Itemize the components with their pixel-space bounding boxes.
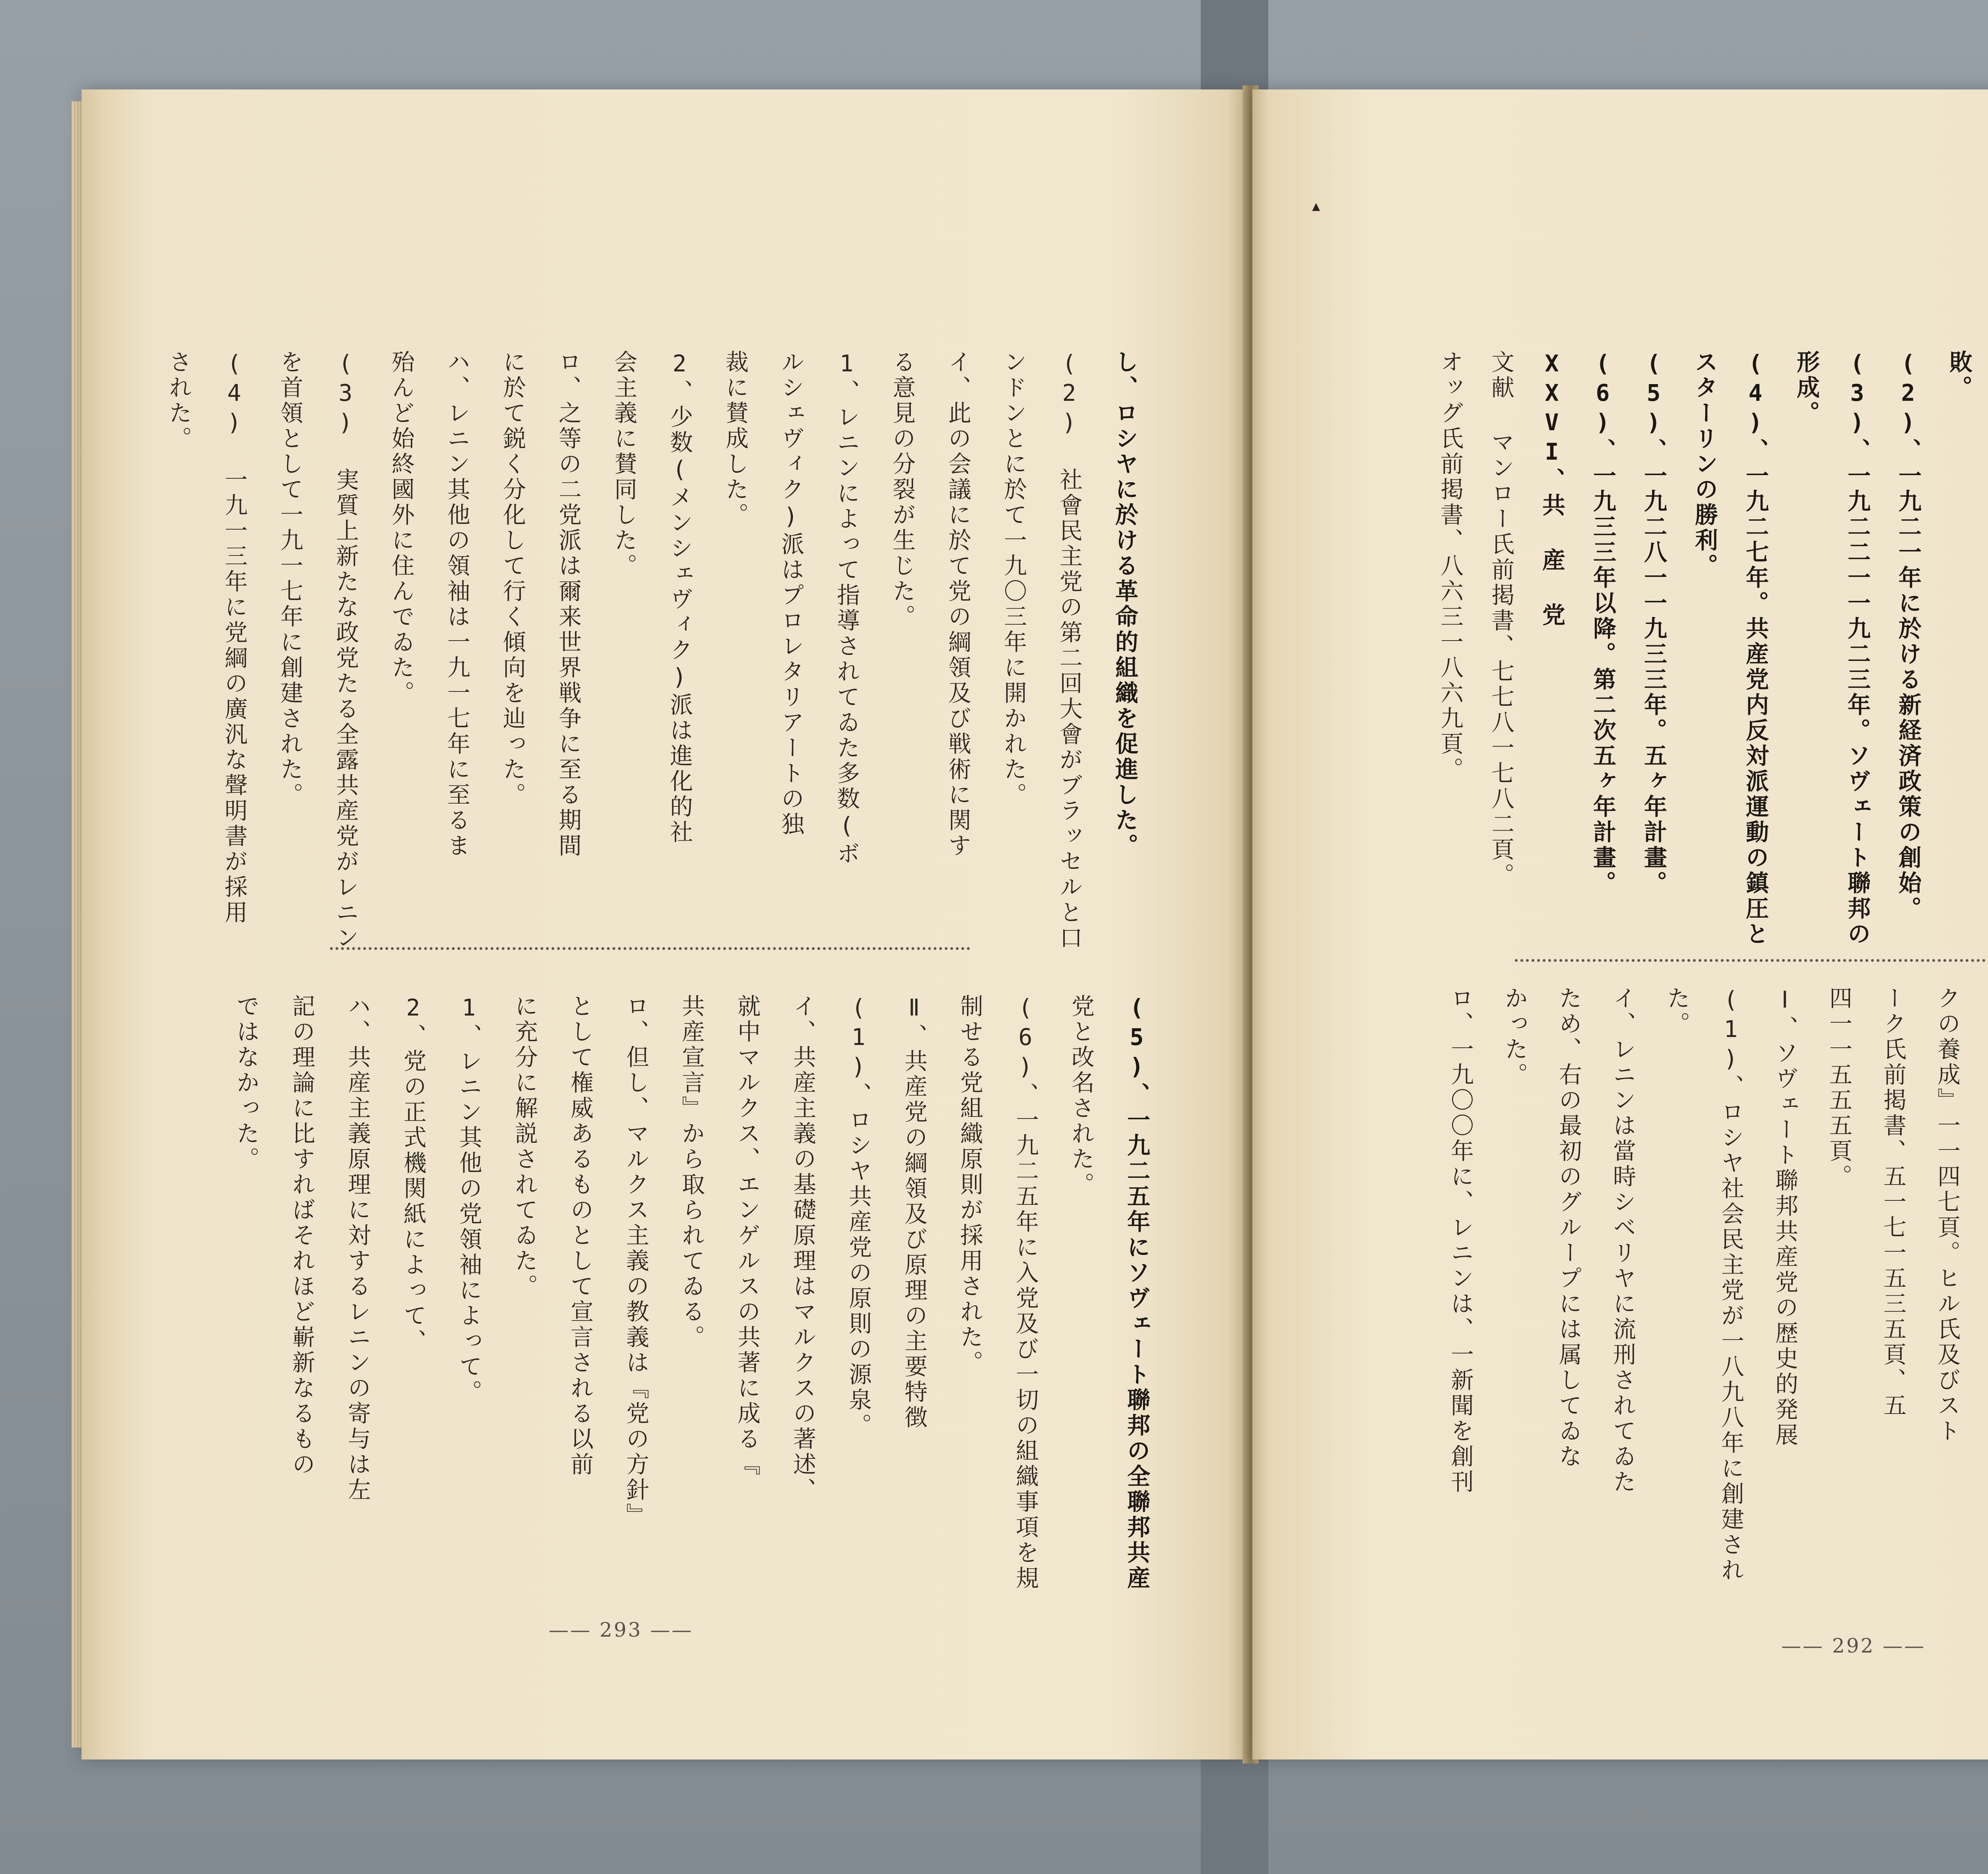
left-upper-line: を首領として一九一七年に創建された。 bbox=[276, 350, 303, 808]
left-lower-line: ではなかった。 bbox=[233, 994, 260, 1172]
left-upper-line: 1、レニンによって指導されてゐた多数(ボ bbox=[833, 350, 860, 867]
right-upper-line: オッグ氏前掲書、八六三一八六九頁。 bbox=[1437, 350, 1464, 783]
right-lower-line: イ、レニンは當時シベリヤに流刑されてゐた bbox=[1609, 986, 1636, 1495]
right-lower-line: かった。 bbox=[1501, 986, 1528, 1088]
left-lower-line: 記の理論に比すればそれほど嶄新なるもの bbox=[288, 994, 315, 1478]
left-upper-line: ハ、レニン其他の領袖は一九一七年に至るま bbox=[443, 350, 470, 859]
right-lower-line: ため、右の最初のグループには属してゐな bbox=[1555, 986, 1582, 1470]
right-lower-line: クの養成』一一四七頁。ヒル氏及びスト bbox=[1934, 986, 1961, 1444]
right-upper-line: 形成。 bbox=[1793, 350, 1820, 426]
left-lower-line: に充分に解説されてゐた。 bbox=[511, 994, 538, 1299]
left-upper-line: (2) 社會民主党の第二回大會がブラッセルと口 bbox=[1056, 350, 1083, 951]
right-lower-line: ーク氏前掲書、五一七一五三五頁、五 bbox=[1879, 986, 1906, 1419]
left-lower-line: ハ、共産主義原理に対するレニンの寄与は左 bbox=[344, 994, 371, 1503]
left-lower-line: 制せる党組織原則が採用された。 bbox=[956, 994, 983, 1376]
left-upper-line: る意見の分裂が生じた。 bbox=[889, 350, 916, 630]
right-lower-line: (1)、ロシヤ社会民主党が一八九八年に創建され bbox=[1717, 986, 1744, 1583]
left-lower-line: Ⅱ、共産党の綱領及び原理の主要特徴 bbox=[901, 994, 928, 1431]
right-upper-line: (3)、一九二二一一九二三年。ソヴェート聯邦の bbox=[1844, 350, 1871, 947]
left-upper-line: ンドンとに於て一九〇三年に開かれた。 bbox=[1000, 350, 1027, 808]
left-upper-line: 会主義に賛同した。 bbox=[610, 350, 637, 579]
left-lower-line: 1、レニン其他の党領袖によって。 bbox=[455, 994, 482, 1405]
left-lower-line: ロ、但し、マルクス主義の教義は『党の方針』 bbox=[622, 994, 649, 1528]
right-upper-line: 敗。 bbox=[1945, 350, 1972, 401]
left-lower-line: (1)、ロシヤ共産党の原則の源泉。 bbox=[845, 994, 872, 1439]
right-upper-line: 文献 マンロー氏前掲書、七七八一七八二頁。 bbox=[1487, 350, 1514, 888]
right-upper-line: (5)、一九二八一一九三三年。五ヶ年計畫。 bbox=[1640, 350, 1667, 896]
right-lower-line: Ⅰ、ソヴェート聯邦共産党の歴史的発展 bbox=[1771, 986, 1798, 1448]
right-upper-line: スターリンの勝利。 bbox=[1691, 350, 1718, 579]
left-upper-line: 2、少数(メンシェヴィク)派は進化的社 bbox=[666, 350, 693, 845]
left-lower-line: として権威あるものとして宣言される以前 bbox=[567, 994, 594, 1478]
right-lower-line: 四一一五五五頁。 bbox=[1825, 986, 1852, 1190]
left-lower-line: 2、党の正式機関紙によって、 bbox=[400, 994, 427, 1354]
right-page-number: —— 292 —— bbox=[1781, 1634, 1926, 1657]
left-lower-line: イ、共産主義の基礎原理はマルクスの著述、 bbox=[789, 994, 816, 1503]
right-upper-line: (2)、一九二一年に於ける新経済政策の創始。 bbox=[1895, 350, 1922, 922]
left-upper-line: された。 bbox=[165, 350, 192, 452]
left-lower-line: 共産宣言』から取られてゐる。 bbox=[678, 994, 705, 1350]
left-page-number: —— 293 —— bbox=[549, 1618, 693, 1641]
right-page bbox=[1252, 89, 1988, 1759]
right-upper-line: XXVI、共 産 党 bbox=[1538, 350, 1565, 628]
left-upper-line: (3) 実質上新たな政党たる全露共産党がレニン bbox=[332, 350, 359, 951]
section-divider-left bbox=[330, 947, 970, 950]
left-lower-line: (6)、一九二五年に入党及び一切の組織事項を規 bbox=[1012, 994, 1039, 1591]
left-upper-line: し、ロシヤに於ける革命的組織を促進した。 bbox=[1111, 350, 1138, 859]
right-lower-line: た。 bbox=[1663, 986, 1690, 1037]
left-lower-line: 就中マルクス、エンゲルスの共著に成る『 bbox=[734, 994, 761, 1478]
left-upper-line: 殆んど始終國外に住んでゐた。 bbox=[388, 350, 415, 706]
left-upper-line: 裁に賛成した。 bbox=[722, 350, 749, 528]
left-upper-line: (4) 一九一三年に党綱の廣汎な聲明書が採用 bbox=[221, 350, 248, 926]
left-lower-line: (5)、一九二五年にソヴェート聯邦の全聯邦共産 bbox=[1123, 994, 1150, 1591]
left-upper-line: ロ、之等の二党派は爾来世界戦争に至る期間 bbox=[555, 350, 582, 859]
left-upper-line: に於て鋭く分化して行く傾向を辿った。 bbox=[499, 350, 526, 808]
right-upper-line: (6)、一九三三年以降。第二次五ヶ年計畫。 bbox=[1589, 350, 1616, 896]
section-divider-right bbox=[1515, 959, 1988, 962]
left-upper-line: ルシェヴィク)派はプロレタリアートの独 bbox=[777, 350, 804, 837]
left-upper-line: イ、此の会議に於て党の綱領及び戦術に関す bbox=[944, 350, 971, 859]
ink-mark: ▴ bbox=[1312, 197, 1320, 215]
left-lower-line: 党と改名された。 bbox=[1068, 994, 1095, 1198]
right-upper-line: (4)、一九二七年。共産党内反対派運動の鎮圧と bbox=[1742, 350, 1769, 947]
right-lower-line: ロ、一九〇〇年に、レニンは、一新聞を創刊 bbox=[1447, 986, 1474, 1495]
